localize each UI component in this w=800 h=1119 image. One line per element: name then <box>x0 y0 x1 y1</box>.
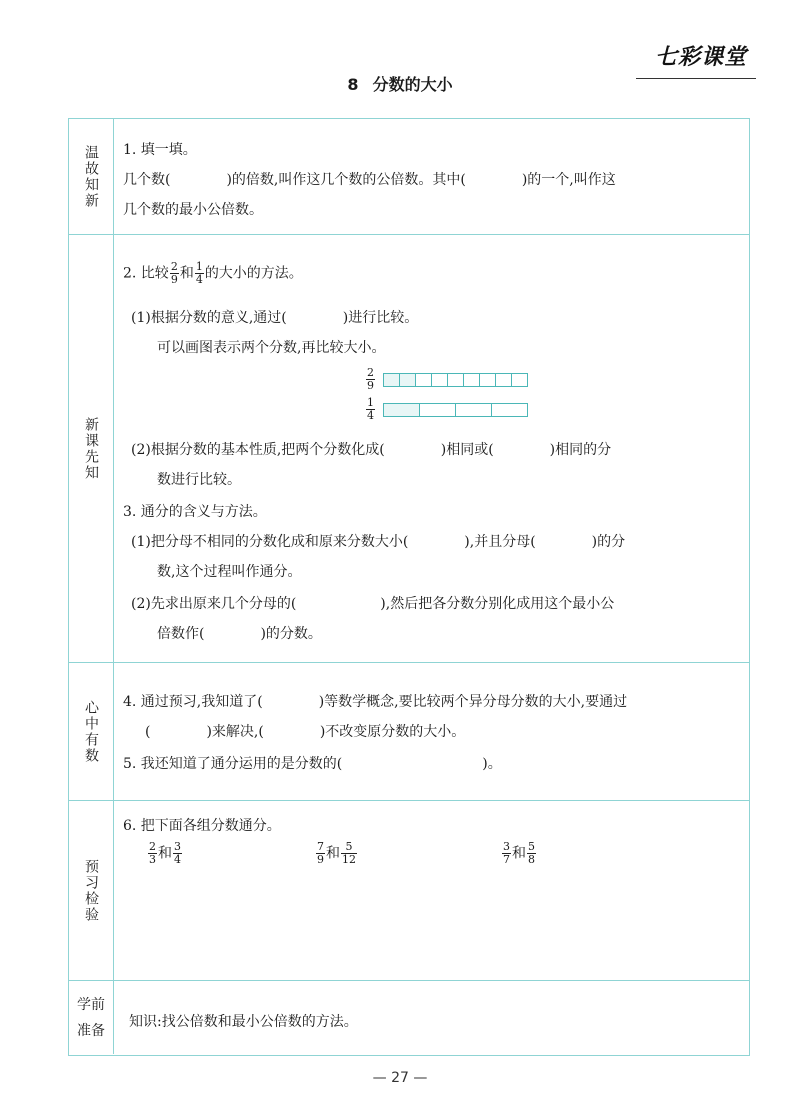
q2-1b: 可以画图表示两个分数,再比较大小。 <box>157 340 386 356</box>
prep-text: 知识:找公倍数和最小公倍数的方法。 <box>129 1014 358 1030</box>
q3-1b: 数,这个过程叫作通分。 <box>157 564 302 580</box>
q4-line2: ( )来解决,( )不改变原分数的大小。 <box>145 724 466 740</box>
brand-logo: 七彩课堂 <box>655 45 748 70</box>
q3-title: 3. 通分的含义与方法。 <box>123 504 267 520</box>
fraction-bar-2-9 <box>383 373 528 387</box>
q2-2b: 数进行比较。 <box>157 472 241 488</box>
q4-line1: 4. 通过预习,我知道了( )等数学概念,要比较两个异分母分数的大小,要通过 <box>123 694 628 710</box>
pair-3: $\frac{3}{7}$ 和 $\frac{5}{8}$ <box>503 840 535 866</box>
q3-1: (1)把分母不相同的分数化成和原来分数大小( ),并且分母( )的分 <box>131 534 626 550</box>
section-label-prep: 学前 准备 <box>69 981 114 1054</box>
q3-2: (2)先求出原来几个分母的( ),然后把各分数分别化成用这个最小公 <box>131 596 615 612</box>
section-label-new: 新课先知 <box>69 235 114 662</box>
q3-2b: 倍数作( )的分数。 <box>157 626 322 642</box>
section-label-heart: 心中有数 <box>69 663 114 800</box>
section-heart <box>69 663 749 801</box>
q6-title: 6. 把下面各组分数通分。 <box>123 818 281 834</box>
fraction: $\frac{2}{9}$ <box>170 260 178 286</box>
fraction: $\frac{1}{4}$ <box>195 260 203 286</box>
section-label-check: 预习检验 <box>69 801 114 980</box>
lesson-title: 分数的大小 <box>372 75 453 94</box>
q1-line2: 几个数的最小公倍数。 <box>123 202 263 218</box>
pair-1: $\frac{2}{3}$ 和 $\frac{3}{4}$ <box>149 840 181 866</box>
page-number: — 27 — <box>372 1070 428 1086</box>
bar-label-2: $\frac{1}{4}$ <box>367 396 374 422</box>
section-new <box>69 235 749 663</box>
q1-title: 1. 填一填。 <box>123 142 197 158</box>
q2-1: (1)根据分数的意义,通过( )进行比较。 <box>131 310 419 326</box>
q2-title: 2. 比较 $\frac{2}{9}$ 和 $\frac{1}{4}$ 的大小的方法。 <box>123 260 303 286</box>
section-review <box>69 119 749 235</box>
section-label-review: 温故知新 <box>69 119 114 234</box>
q1-line1: 几个数( )的倍数,叫作这几个数的公倍数。其中( )的一个,叫作这 <box>123 172 616 188</box>
bar-label-1: $\frac{2}{9}$ <box>367 366 374 392</box>
worksheet-frame <box>68 118 750 1056</box>
section-check <box>69 801 749 981</box>
page-title <box>0 72 800 95</box>
lesson-number: 8 <box>347 75 359 94</box>
section-prep <box>69 981 749 1054</box>
pair-2: $\frac{7}{9}$ 和 $\frac{5}{12}$ <box>317 840 356 866</box>
q5: 5. 我还知道了通分运用的是分数的( )。 <box>123 756 502 772</box>
q2-2: (2)根据分数的基本性质,把两个分数化成( )相同或( )相同的分 <box>131 442 612 458</box>
fraction-bar-1-4 <box>383 403 528 417</box>
